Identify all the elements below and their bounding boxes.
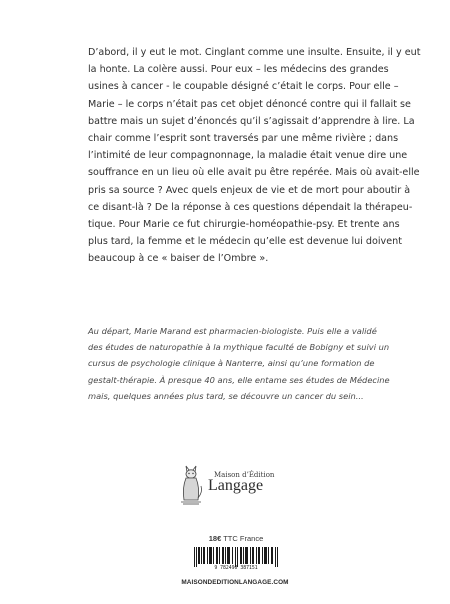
publisher-website[interactable]: MAISONDEDITIONLANGAGE.COM: [181, 579, 289, 586]
price: [186, 534, 286, 543]
summary-line: Marie – le corps n’était pas cet objet dénoncé contre qui il fallait se: [88, 98, 411, 110]
summary-line: la honte. La colère aussi. Pour eux – les médecins des grandes: [88, 64, 389, 76]
summary-line: tique. Pour Marie ce fut chirurgie-homéopathie-psy. Et trente ans: [88, 218, 400, 230]
summary-line: ce disant-là ? De la réponse à ces questions dépendait la thérapeu-: [88, 201, 413, 213]
publisher-name-top: Maison d’Édition: [214, 471, 275, 479]
price-suffix: TTC France: [221, 534, 264, 543]
summary-line: l’intimité de leur compagnonnage, la maladie était venue dire une: [88, 150, 408, 162]
barcode-bars: [192, 547, 280, 567]
summary-line: pris sa source ? Avec quels enjeux de vie et de mort pour aboutir à: [88, 184, 411, 196]
barcode: [192, 547, 280, 573]
bio-line: gestalt-thérapie. À presque 40 ans, elle entame ses études de Médecine: [88, 374, 390, 385]
summary-line: beaucoup à ce « baiser de l’Ombre ».: [88, 253, 269, 265]
summary-line: souffrance en un lieu où elle avait pu être repérée. Mais où avait-elle: [88, 167, 420, 179]
cat-logo-icon: [178, 462, 204, 506]
bio-line: mais, quelques années plus tard, se découvre un cancer du sein...: [88, 390, 364, 401]
summary-text: [88, 44, 421, 267]
publisher-logo: [178, 462, 288, 518]
bio-line: des études de naturopathie à la mythique faculté de Bobigny et suivi un: [88, 342, 390, 353]
publisher-name: Langage: [208, 477, 264, 494]
author-bio: [88, 323, 390, 404]
bio-line: Au départ, Marie Marand est pharmacien-biologiste. Puis elle a validé: [88, 326, 377, 336]
summary-line: D’abord, il y eut le mot. Cinglant comme une insulte. Ensuite, il y eut: [88, 47, 421, 58]
summary-line: chair comme l’esprit sont traversés par une même rivière ; dans: [88, 132, 399, 144]
summary-line: usines à cancer - le coupable désigné c’était le corps. Pour elle –: [88, 81, 399, 93]
summary-line: battre mais un sujet d’énoncés qu’il s’agissait d’apprendre à lire. La: [88, 115, 415, 127]
price-amount: 18€: [208, 534, 222, 543]
summary-line: plus tard, la femme et le médecin qu’elle est devenue lui doivent: [88, 236, 402, 248]
isbn-number: 9 782490 387151: [214, 566, 258, 571]
bio-line: cursus de psychologie clinique à Nanterre, ainsi qu’une formation de: [88, 358, 375, 369]
